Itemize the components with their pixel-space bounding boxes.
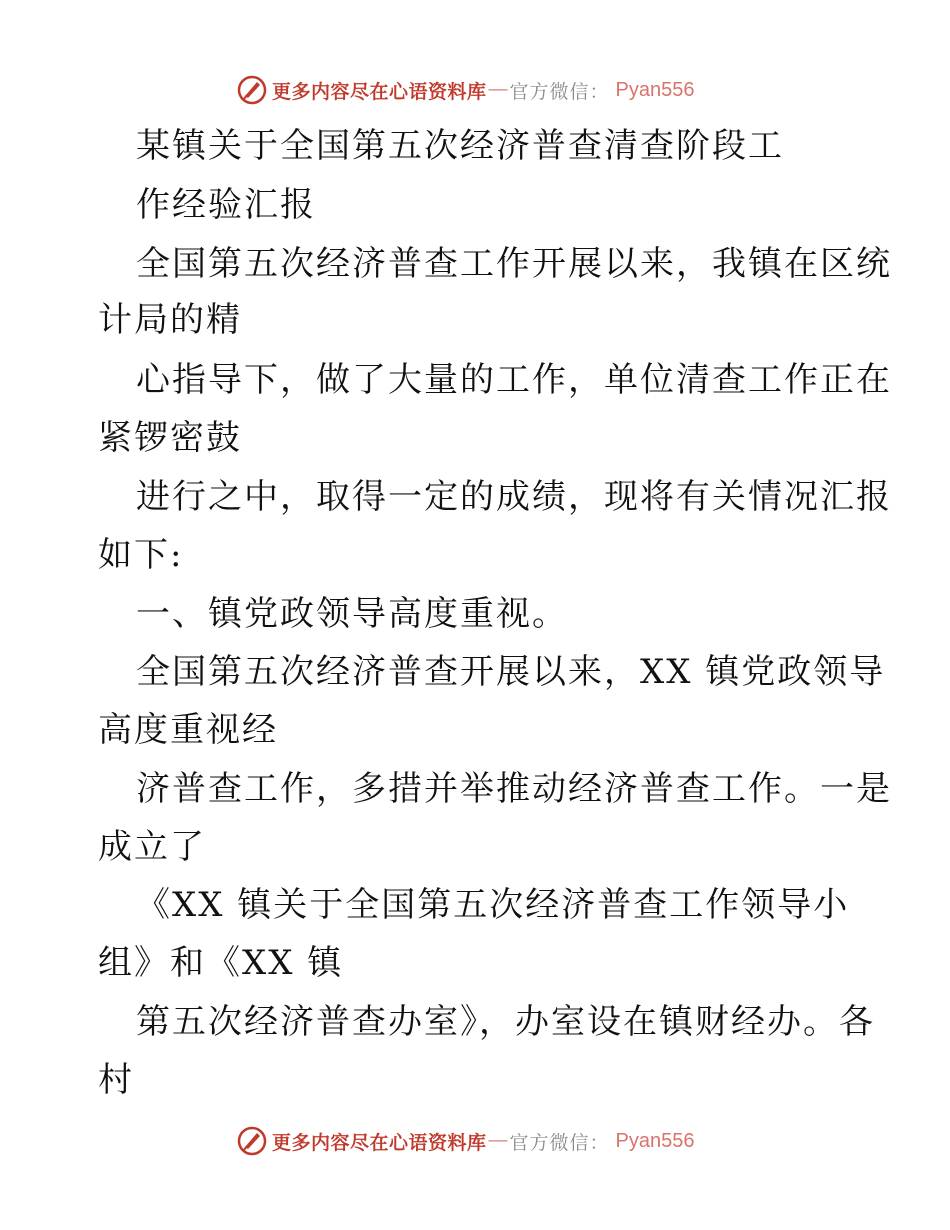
paragraph-line: 心指导下，做了大量的工作，单位清查工作正在: [136, 360, 892, 400]
banner-text: 更多内容尽在心语资料库: [272, 1131, 487, 1154]
paragraph-line: 计局的精: [98, 300, 242, 340]
header-banner: [236, 73, 695, 107]
paragraph-line: 《XX 镇关于全国第五次经济普查工作领导小: [136, 885, 850, 925]
paragraph-line: 村: [98, 1060, 134, 1100]
banner-separator: —: [488, 1130, 508, 1151]
paragraph-line: 成立了: [98, 827, 206, 867]
paragraph-line: 全国第五次经济普查工作开展以来，我镇在区统: [136, 244, 892, 284]
banner-wechat-id: Pyan556: [615, 1129, 695, 1152]
paragraph-line: 高度重视经: [98, 710, 278, 750]
paragraph-line: 第五次经济普查办室》，办室设在镇财经办。各: [136, 1002, 875, 1042]
banner-separator: —: [488, 79, 508, 100]
doc-title-line-2: 作经验汇报: [136, 185, 316, 225]
doc-title-line-1: 某镇关于全国第五次经济普查清查阶段工: [136, 126, 784, 166]
banner-wechat-id: Pyan556: [615, 78, 695, 101]
section-heading: 一、镇党政领导高度重视。: [136, 594, 568, 634]
footer-banner: [236, 1124, 695, 1158]
paragraph-line: 济普查工作，多措并举推动经济普查工作。一是: [136, 769, 892, 809]
paragraph-line: 进行之中，取得一定的成绩，现将有关情况汇报: [136, 477, 892, 517]
paragraph-line: 组》和《XX 镇: [98, 943, 344, 983]
paragraph-line: 全国第五次经济普查开展以来，XX 镇党政领导: [136, 652, 886, 692]
paragraph-line: 如下:: [98, 535, 184, 575]
quill-logo-icon: [236, 74, 268, 106]
paragraph-line: 紧锣密鼓: [98, 418, 242, 458]
quill-logo-icon: [236, 1125, 268, 1157]
banner-text: 更多内容尽在心语资料库: [272, 80, 487, 103]
banner-official-label: 官方微信：: [509, 80, 610, 103]
banner-official-label: 官方微信：: [509, 1131, 610, 1154]
